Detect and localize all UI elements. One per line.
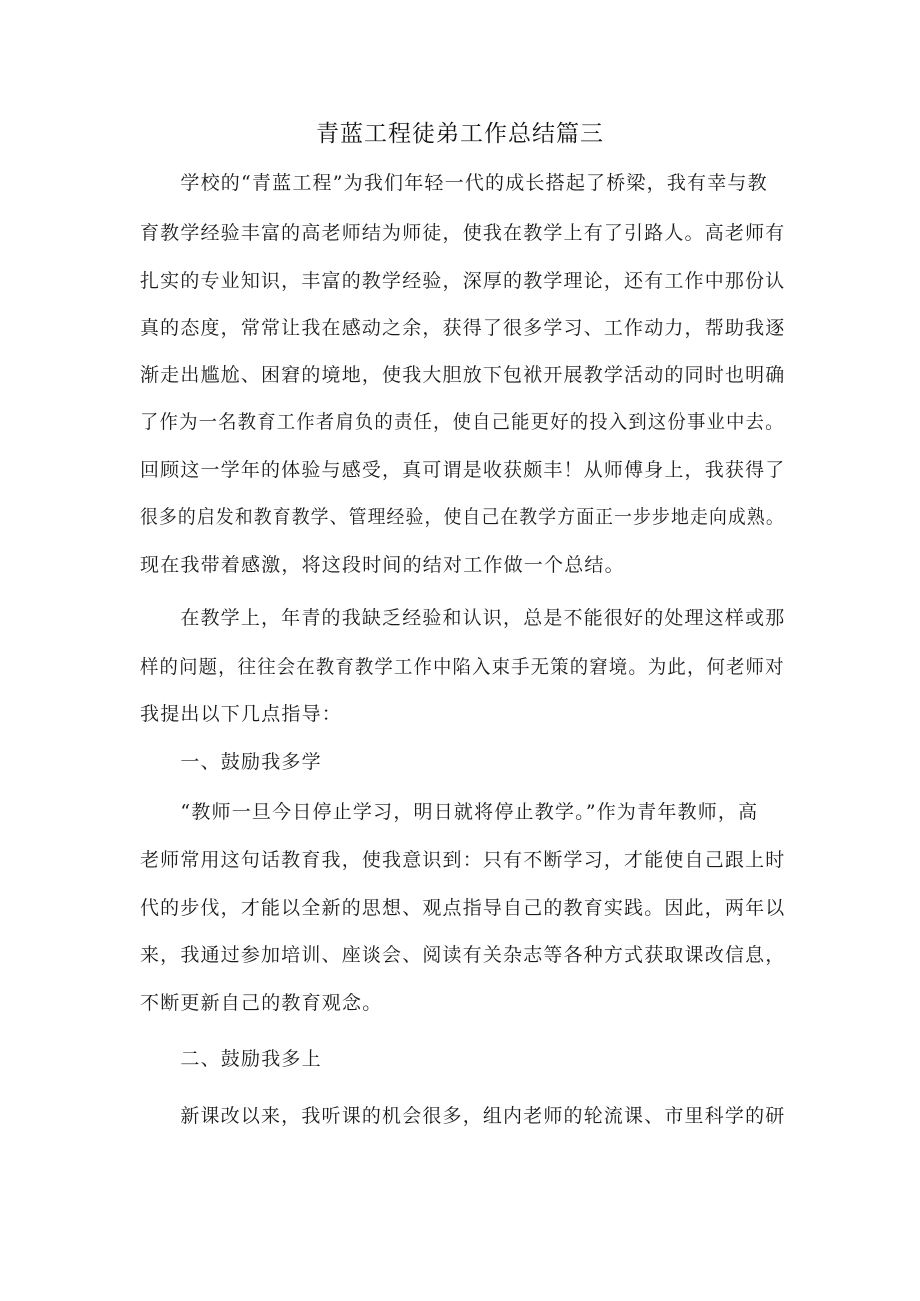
text-line: 真的态度，常常让我在感动之余，获得了很多学习、工作动力，帮助我逐 [140, 317, 786, 339]
text-line: 现在我带着感激，将这段时间的结对工作做一个总结。 [140, 554, 625, 576]
text-line: 代的步伐，才能以全新的思想、观点指导自己的教育实践。因此，两年以 [140, 897, 786, 919]
text-line: 回顾这一学年的体验与感受，真可谓是收获颇丰！从师傅身上，我获得了 [140, 459, 786, 481]
text-line: 我提出以下几点指导： [140, 703, 343, 725]
text-line: 了作为一名教育工作者肩负的责任，使自己能更好的投入到这份事业中去。 [140, 411, 785, 433]
text-line: 扎实的专业知识，丰富的教学经验，深厚的教学理论，还有工作中那份认 [140, 270, 786, 292]
text-line: 新课改以来，我听课的机会很多，组内老师的轮流课、市里科学的研 [140, 1105, 786, 1127]
text-line: 样的问题，往往会在教育教学工作中陷入束手无策的窘境。为此，何老师对 [140, 656, 785, 678]
text-line: 来，我通过参加培训、座谈会、阅读有关杂志等各种方式获取课改信息， [140, 944, 786, 966]
section-heading: 二、鼓励我多上 [140, 1048, 322, 1070]
text-line: 老师常用这句话教育我，使我意识到：只有不断学习，才能使自己跟上时 [140, 849, 786, 871]
text-line: 不断更新自己的教育观念。 [140, 992, 383, 1014]
text-line: 很多的启发和教育教学、管理经验，使自己在教学方面正一步步地走向成熟。 [140, 506, 785, 528]
section-heading: 一、鼓励我多学 [140, 751, 322, 773]
text-line: 在教学上，年青的我缺乏经验和认识，总是不能很好的处理这样或那 [140, 607, 786, 629]
text-line: 育教学经验丰富的高老师结为师徒，使我在教学上有了引路人。高老师有 [140, 222, 786, 244]
text-line: 渐走出尴尬、困窘的境地，使我大胆放下包袱开展教学活动的同时也明确 [140, 364, 786, 386]
document-title: 青蓝工程徒弟工作总结篇三 [316, 121, 604, 147]
text-line: “教师一旦今日停止学习，明日就将停止教学。”作为青年教师，高 [140, 801, 759, 823]
text-line: 学校的“青蓝工程”为我们年轻一代的成长搭起了桥梁，我有幸与教 [140, 172, 768, 194]
